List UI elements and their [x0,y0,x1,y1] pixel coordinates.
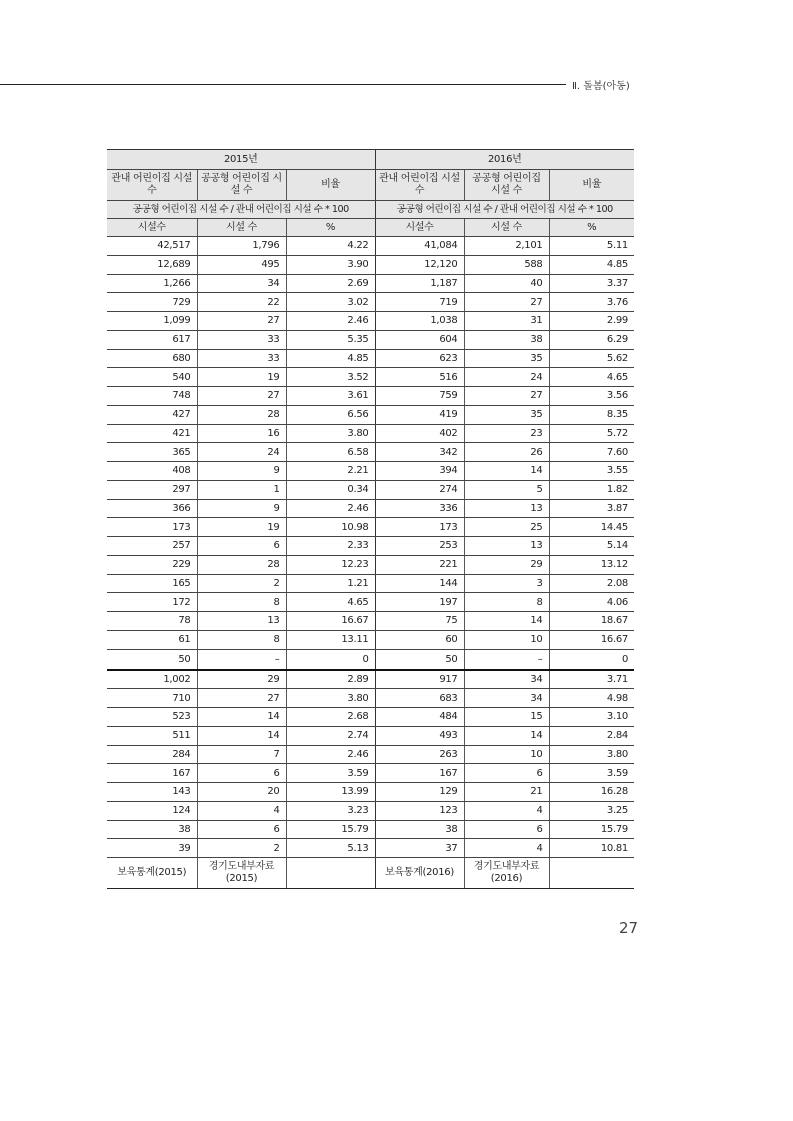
table-row [107,405,634,424]
table-row [107,783,634,802]
cell-total-facilities-2015: 12,689 [107,255,197,274]
cell-total-facilities-2016: 60 [375,630,464,649]
cell-public-facilities-2015: 28 [197,405,286,424]
cell-ratio-2015: 2.89 [286,670,375,689]
cell-total-facilities-2016: 623 [375,349,464,368]
cell-public-facilities-2016: 31 [464,312,549,331]
cell-ratio-2016: 5.14 [549,537,634,556]
cell-total-facilities-2016: 123 [375,801,464,820]
cell-total-facilities-2015: 617 [107,330,197,349]
col-total-facilities-2015: 관내 어린이집 시설 수 [107,170,197,201]
cell-total-facilities-2015: 172 [107,593,197,612]
cell-total-facilities-2016: 37 [375,839,464,858]
cell-ratio-2015: 16.67 [286,612,375,631]
cell-ratio-2016: 13.12 [549,555,634,574]
table-row [107,443,634,462]
cell-public-facilities-2016: 38 [464,330,549,349]
table-row [107,255,634,274]
cell-public-facilities-2015: 33 [197,330,286,349]
cell-total-facilities-2015: 427 [107,405,197,424]
cell-total-facilities-2016: 75 [375,612,464,631]
cell-total-facilities-2016: 1,038 [375,312,464,331]
cell-ratio-2016: 5.11 [549,237,634,256]
source-cell [549,858,634,889]
cell-total-facilities-2015: 38 [107,820,197,839]
cell-public-facilities-2016: 34 [464,670,549,689]
cell-ratio-2015: 1.21 [286,574,375,593]
formula-row [107,201,634,219]
table-row [107,330,634,349]
cell-ratio-2016: 4.85 [549,255,634,274]
cell-ratio-2015: 0.34 [286,480,375,499]
cell-total-facilities-2015: 229 [107,555,197,574]
cell-ratio-2016: 16.28 [549,783,634,802]
table-row [107,537,634,556]
cell-ratio-2016: 3.76 [549,293,634,312]
cell-ratio-2015: 5.13 [286,839,375,858]
cell-ratio-2016: 2.99 [549,312,634,331]
cell-ratio-2016: 3.87 [549,499,634,518]
source-cell: 보육통계(2015) [107,858,197,889]
column-header-row [107,170,634,201]
table-row [107,555,634,574]
cell-ratio-2015: 3.02 [286,293,375,312]
cell-ratio-2015: 2.74 [286,726,375,745]
cell-public-facilities-2016: 14 [464,726,549,745]
cell-public-facilities-2015: 1 [197,480,286,499]
cell-ratio-2016: 4.06 [549,593,634,612]
table-row [107,518,634,537]
table-row [107,593,634,612]
cell-ratio-2015: 12.23 [286,555,375,574]
cell-ratio-2016: 3.80 [549,745,634,764]
cell-ratio-2015: 3.80 [286,689,375,708]
cell-total-facilities-2015: 366 [107,499,197,518]
cell-public-facilities-2015: – [197,649,286,670]
cell-public-facilities-2016: 6 [464,764,549,783]
cell-ratio-2015: 15.79 [286,820,375,839]
col-ratio-2016: 비율 [549,170,634,201]
table-row [107,839,634,858]
cell-public-facilities-2016: 3 [464,574,549,593]
cell-total-facilities-2015: 540 [107,368,197,387]
col-public-facilities-2016: 공공형 어린이집 시설 수 [464,170,549,201]
cell-total-facilities-2015: 511 [107,726,197,745]
cell-ratio-2015: 2.46 [286,312,375,331]
table-row [107,368,634,387]
cell-ratio-2016: 4.98 [549,689,634,708]
cell-total-facilities-2015: 421 [107,424,197,443]
cell-total-facilities-2016: 419 [375,405,464,424]
cell-ratio-2015: 10.98 [286,518,375,537]
cell-public-facilities-2015: 8 [197,593,286,612]
table-row [107,670,634,689]
cell-total-facilities-2015: 748 [107,387,197,406]
cell-public-facilities-2016: 14 [464,612,549,631]
source-cell: 경기도내부자료 (2016) [464,858,549,889]
cell-public-facilities-2016: 35 [464,405,549,424]
cell-total-facilities-2015: 78 [107,612,197,631]
cell-total-facilities-2016: 604 [375,330,464,349]
cell-ratio-2016: 3.10 [549,708,634,727]
cell-public-facilities-2016: 35 [464,349,549,368]
cell-public-facilities-2016: 6 [464,820,549,839]
cell-ratio-2015: 3.23 [286,801,375,820]
col-ratio-2015: 비율 [286,170,375,201]
cell-public-facilities-2016: 34 [464,689,549,708]
cell-ratio-2015: 13.11 [286,630,375,649]
source-cell: 보육통계(2016) [375,858,464,889]
table-row [107,349,634,368]
cell-ratio-2015: 2.68 [286,708,375,727]
cell-total-facilities-2016: 263 [375,745,464,764]
cell-ratio-2016: 3.55 [549,462,634,481]
page-number: 27 [619,919,639,937]
unit-ratio-2015: % [286,219,375,237]
cell-total-facilities-2016: 197 [375,593,464,612]
cell-public-facilities-2015: 14 [197,726,286,745]
cell-public-facilities-2015: 20 [197,783,286,802]
cell-total-facilities-2016: 38 [375,820,464,839]
table-row [107,820,634,839]
cell-public-facilities-2015: 6 [197,820,286,839]
cell-ratio-2016: 3.25 [549,801,634,820]
cell-public-facilities-2015: 33 [197,349,286,368]
cell-ratio-2016: 1.82 [549,480,634,499]
table-row [107,274,634,293]
cell-public-facilities-2016: 10 [464,630,549,649]
cell-ratio-2016: 3.71 [549,670,634,689]
cell-total-facilities-2015: 1,099 [107,312,197,331]
cell-ratio-2015: 3.59 [286,764,375,783]
cell-public-facilities-2015: 2 [197,574,286,593]
cell-public-facilities-2015: 14 [197,708,286,727]
cell-total-facilities-2015: 284 [107,745,197,764]
cell-ratio-2015: 4.65 [286,593,375,612]
cell-public-facilities-2016: 26 [464,443,549,462]
cell-total-facilities-2016: 759 [375,387,464,406]
cell-public-facilities-2016: 24 [464,368,549,387]
cell-public-facilities-2016: 40 [464,274,549,293]
formula-2016: 공공형 어린이집 시설 수 / 관내 어린이집 시설 수 * 100 [375,201,634,219]
cell-ratio-2015: 3.90 [286,255,375,274]
table-row [107,630,634,649]
source-cell: 경기도내부자료 (2015) [197,858,286,889]
cell-total-facilities-2016: 12,120 [375,255,464,274]
cell-public-facilities-2016: 21 [464,783,549,802]
cell-public-facilities-2015: 22 [197,293,286,312]
cell-total-facilities-2015: 50 [107,649,197,670]
cell-public-facilities-2016: 8 [464,593,549,612]
cell-ratio-2015: 6.56 [286,405,375,424]
cell-ratio-2016: 3.59 [549,764,634,783]
cell-ratio-2016: 0 [549,649,634,670]
cell-total-facilities-2015: 710 [107,689,197,708]
cell-public-facilities-2016: 5 [464,480,549,499]
cell-ratio-2015: 4.22 [286,237,375,256]
cell-public-facilities-2015: 19 [197,518,286,537]
cell-total-facilities-2015: 365 [107,443,197,462]
cell-ratio-2016: 7.60 [549,443,634,462]
cell-public-facilities-2016: 29 [464,555,549,574]
cell-total-facilities-2016: 274 [375,480,464,499]
cell-ratio-2016: 8.35 [549,405,634,424]
cell-public-facilities-2015: 7 [197,745,286,764]
cell-public-facilities-2015: 34 [197,274,286,293]
cell-ratio-2015: 5.35 [286,330,375,349]
cell-total-facilities-2016: 41,084 [375,237,464,256]
source-row [107,858,634,889]
cell-public-facilities-2015: 4 [197,801,286,820]
source-cell [286,858,375,889]
cell-public-facilities-2016: 4 [464,839,549,858]
cell-total-facilities-2016: 394 [375,462,464,481]
unit-public-2016: 시설 수 [464,219,549,237]
cell-total-facilities-2015: 173 [107,518,197,537]
cell-ratio-2015: 4.85 [286,349,375,368]
cell-total-facilities-2016: 221 [375,555,464,574]
table-row [107,708,634,727]
cell-public-facilities-2016: 10 [464,745,549,764]
cell-public-facilities-2015: 13 [197,612,286,631]
cell-total-facilities-2016: 484 [375,708,464,727]
table-row [107,499,634,518]
table-row [107,726,634,745]
unit-ratio-2016: % [549,219,634,237]
year-header-row [107,150,634,170]
formula-2015: 공공형 어린이집 시설 수 / 관내 어린이집 시설 수 * 100 [107,201,375,219]
cell-ratio-2016: 15.79 [549,820,634,839]
cell-ratio-2016: 16.67 [549,630,634,649]
cell-total-facilities-2016: 1,187 [375,274,464,293]
cell-total-facilities-2016: 342 [375,443,464,462]
col-public-facilities-2015: 공공형 어린이집 시설 수 [197,170,286,201]
table-row [107,689,634,708]
cell-total-facilities-2016: 493 [375,726,464,745]
cell-public-facilities-2015: 2 [197,839,286,858]
cell-public-facilities-2016: 14 [464,462,549,481]
cell-total-facilities-2015: 143 [107,783,197,802]
cell-ratio-2015: 2.21 [286,462,375,481]
cell-public-facilities-2016: 13 [464,499,549,518]
cell-total-facilities-2015: 1,002 [107,670,197,689]
cell-ratio-2015: 0 [286,649,375,670]
cell-total-facilities-2015: 257 [107,537,197,556]
table-row [107,612,634,631]
cell-total-facilities-2015: 297 [107,480,197,499]
cell-public-facilities-2015: 28 [197,555,286,574]
cell-ratio-2015: 3.52 [286,368,375,387]
unit-public-2015: 시설 수 [197,219,286,237]
unit-total-2015: 시설수 [107,219,197,237]
unit-row [107,219,634,237]
cell-total-facilities-2015: 39 [107,839,197,858]
table-row [107,649,634,670]
cell-total-facilities-2015: 729 [107,293,197,312]
cell-total-facilities-2016: 144 [375,574,464,593]
table-row [107,462,634,481]
table-row [107,764,634,783]
cell-public-facilities-2015: 495 [197,255,286,274]
cell-total-facilities-2016: 683 [375,689,464,708]
table-row [107,237,634,256]
cell-ratio-2016: 14.45 [549,518,634,537]
col-total-facilities-2016: 관내 어린이집 시설 수 [375,170,464,201]
cell-total-facilities-2016: 167 [375,764,464,783]
table-row [107,424,634,443]
cell-public-facilities-2016: 27 [464,387,549,406]
cell-total-facilities-2016: 173 [375,518,464,537]
cell-ratio-2015: 3.61 [286,387,375,406]
cell-ratio-2015: 13.99 [286,783,375,802]
cell-public-facilities-2015: 16 [197,424,286,443]
cell-total-facilities-2016: 917 [375,670,464,689]
cell-public-facilities-2016: 15 [464,708,549,727]
cell-public-facilities-2016: 2,101 [464,237,549,256]
cell-total-facilities-2016: 336 [375,499,464,518]
cell-ratio-2016: 2.84 [549,726,634,745]
cell-total-facilities-2015: 42,517 [107,237,197,256]
cell-ratio-2016: 6.29 [549,330,634,349]
cell-public-facilities-2015: 24 [197,443,286,462]
table-row [107,293,634,312]
cell-ratio-2015: 2.33 [286,537,375,556]
cell-total-facilities-2015: 1,266 [107,274,197,293]
cell-total-facilities-2016: 50 [375,649,464,670]
cell-total-facilities-2015: 408 [107,462,197,481]
cell-ratio-2015: 2.46 [286,499,375,518]
table-row [107,387,634,406]
table-row [107,745,634,764]
table-row [107,574,634,593]
cell-ratio-2015: 2.69 [286,274,375,293]
cell-public-facilities-2015: 6 [197,764,286,783]
cell-public-facilities-2015: 27 [197,689,286,708]
cell-total-facilities-2015: 124 [107,801,197,820]
cell-total-facilities-2015: 165 [107,574,197,593]
year-2016: 2016년 [375,150,634,170]
cell-total-facilities-2016: 402 [375,424,464,443]
cell-total-facilities-2016: 253 [375,537,464,556]
cell-public-facilities-2016: 13 [464,537,549,556]
cell-public-facilities-2015: 1,796 [197,237,286,256]
cell-public-facilities-2016: 4 [464,801,549,820]
cell-public-facilities-2015: 8 [197,630,286,649]
table-row [107,801,634,820]
cell-public-facilities-2015: 6 [197,537,286,556]
unit-total-2016: 시설수 [375,219,464,237]
cell-ratio-2016: 10.81 [549,839,634,858]
cell-total-facilities-2015: 61 [107,630,197,649]
cell-total-facilities-2015: 523 [107,708,197,727]
cell-public-facilities-2016: 23 [464,424,549,443]
cell-public-facilities-2016: 588 [464,255,549,274]
cell-ratio-2016: 5.62 [549,349,634,368]
cell-total-facilities-2016: 719 [375,293,464,312]
cell-public-facilities-2016: 27 [464,293,549,312]
cell-ratio-2016: 3.56 [549,387,634,406]
cell-public-facilities-2015: 9 [197,499,286,518]
cell-public-facilities-2015: 19 [197,368,286,387]
cell-ratio-2015: 2.46 [286,745,375,764]
cell-ratio-2016: 5.72 [549,424,634,443]
table-row [107,312,634,331]
cell-total-facilities-2016: 516 [375,368,464,387]
section-header: Ⅱ. 돌봄(아동) [572,81,630,92]
cell-total-facilities-2015: 167 [107,764,197,783]
cell-public-facilities-2015: 29 [197,670,286,689]
cell-public-facilities-2015: 27 [197,312,286,331]
cell-ratio-2015: 3.80 [286,424,375,443]
table-row [107,480,634,499]
cell-public-facilities-2015: 9 [197,462,286,481]
cell-ratio-2016: 4.65 [549,368,634,387]
data-table [107,149,634,889]
cell-ratio-2015: 6.58 [286,443,375,462]
header-rule [0,84,566,85]
cell-ratio-2016: 3.37 [549,274,634,293]
cell-ratio-2016: 18.67 [549,612,634,631]
cell-ratio-2016: 2.08 [549,574,634,593]
cell-total-facilities-2016: 129 [375,783,464,802]
cell-total-facilities-2015: 680 [107,349,197,368]
cell-public-facilities-2016: – [464,649,549,670]
year-2015: 2015년 [107,150,375,170]
cell-public-facilities-2016: 25 [464,518,549,537]
cell-public-facilities-2015: 27 [197,387,286,406]
